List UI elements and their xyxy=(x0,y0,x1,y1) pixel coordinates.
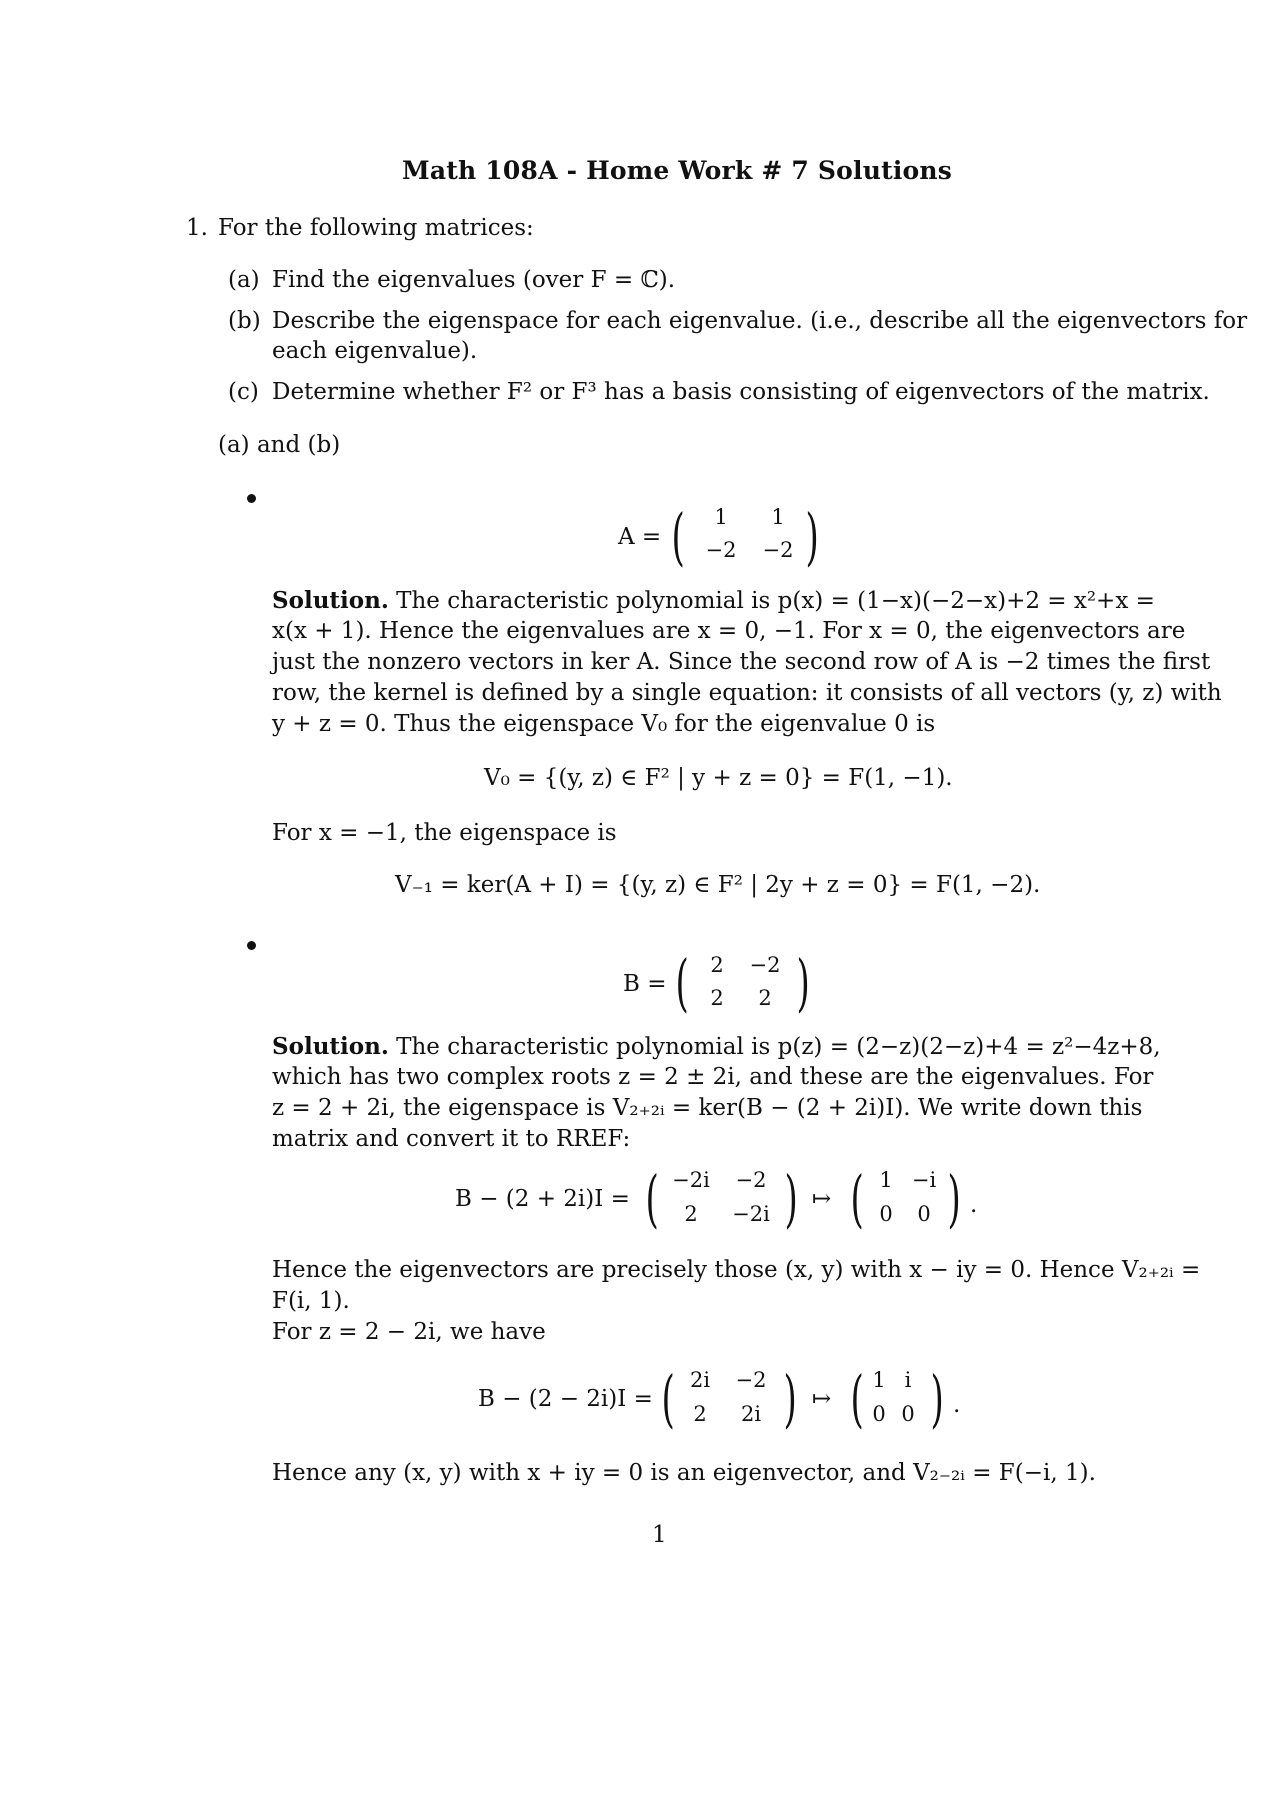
part-a-label: (a) xyxy=(228,267,260,293)
solution-a-line: x(x + 1). Hence the eigenvalues are x = 0, −1. For x = 0, the eigenvectors are xyxy=(272,618,1186,644)
matrix-b-cell: −2 xyxy=(749,953,781,977)
rref2-right-cell: 0 xyxy=(901,1402,915,1426)
right-paren: ) xyxy=(947,1162,961,1235)
after-rref1-line: Hence the eigenvectors are precisely those (x, y) with x − iy = 0. Hence V₂₊₂ᵢ = xyxy=(272,1257,1201,1283)
rref1-left-cell: 2 xyxy=(684,1202,698,1226)
solution-a-line: row, the kernel is defined by a single equation: it consists of all vectors (y, z) with xyxy=(272,680,1222,706)
rref2-right-cell: 0 xyxy=(872,1402,886,1426)
for-second-eigenvalue: For z = 2 − 2i, we have xyxy=(272,1319,546,1345)
rref2-left-cell: 2 xyxy=(693,1402,707,1426)
matrix-a-cell: −2 xyxy=(762,538,794,562)
rref1-right-cell: −i xyxy=(911,1168,937,1192)
solution-a-line: y + z = 0. Thus the eigenspace V₀ for the eigenvalue 0 is xyxy=(272,711,936,737)
period: . xyxy=(970,1192,978,1218)
maps-to-arrow: ↦ xyxy=(812,1386,832,1412)
right-paren: ) xyxy=(805,500,819,573)
equation-v0: V₀ = {(y, z) ∈ F² | y + z = 0} = F(1, −1). xyxy=(484,765,953,791)
problem-number: 1. xyxy=(186,215,208,241)
solution-b-line: z = 2 + 2i, the eigenspace is V₂₊₂ᵢ = ker(B − (2 + 2i)I). We write down this xyxy=(272,1095,1143,1121)
part-c-label: (c) xyxy=(228,379,259,405)
rref2-left-cell: 2i xyxy=(689,1368,711,1392)
left-paren: ( xyxy=(645,1162,659,1235)
rref1-right-cell: 0 xyxy=(879,1202,893,1226)
bullet xyxy=(247,494,256,503)
problem-intro: For the following matrices: xyxy=(218,215,534,241)
period: . xyxy=(953,1392,961,1418)
matrix-a-cell: 1 xyxy=(714,505,728,529)
matrix-b-cell: 2 xyxy=(710,986,724,1010)
matrix-b-cell: 2 xyxy=(758,986,772,1010)
part-b-label: (b) xyxy=(228,308,261,334)
left-paren: ( xyxy=(675,946,689,1019)
matrix-a-lhs: A = xyxy=(618,524,662,550)
maps-to-arrow: ↦ xyxy=(812,1186,832,1212)
left-paren: ( xyxy=(850,1362,864,1435)
matrix-b-cell: 2 xyxy=(710,953,724,977)
conclusion: Hence any (x, y) with x + iy = 0 is an eigenvector, and V₂₋₂ᵢ = F(−i, 1). xyxy=(272,1460,1096,1486)
part-a-text: Find the eigenvalues (over F = ℂ). xyxy=(272,267,676,293)
rref1-lhs: B − (2 + 2i)I = xyxy=(455,1186,630,1212)
page-number: 1 xyxy=(652,1522,667,1548)
matrix-a-cell: −2 xyxy=(705,538,737,562)
right-paren: ) xyxy=(930,1362,944,1435)
right-paren: ) xyxy=(783,1362,797,1435)
solution-label: Solution. xyxy=(272,587,389,614)
part-c-text: Determine whether F² or F³ has a basis consisting of eigenvectors of the matrix. xyxy=(272,379,1210,405)
rref1-left-cell: −2i xyxy=(732,1202,770,1226)
after-rref1-line: F(i, 1). xyxy=(272,1288,350,1314)
right-paren: ) xyxy=(796,946,810,1019)
matrix-a-cell: 1 xyxy=(771,505,785,529)
rref2-right-cell: i xyxy=(904,1368,912,1392)
rref1-left-cell: −2 xyxy=(735,1168,767,1192)
for-minus-one: For x = −1, the eigenspace is xyxy=(272,820,617,846)
page-title: Math 108A - Home Work # 7 Solutions xyxy=(402,156,953,185)
part-b-text: Describe the eigenspace for each eigenvalue. (i.e., describe all the eigenvectors for xyxy=(272,308,1248,334)
rref1-left-cell: −2i xyxy=(672,1168,710,1192)
rref2-lhs: B − (2 − 2i)I = xyxy=(478,1386,653,1412)
left-paren: ( xyxy=(661,1362,675,1435)
left-paren: ( xyxy=(850,1162,864,1235)
solution-a-line: The characteristic polynomial is p(x) = (1−x)(−2−x)+2 = x²+x = xyxy=(396,588,1155,614)
rref1-right-cell: 1 xyxy=(879,1168,893,1192)
matrix-b-lhs: B = xyxy=(623,971,667,997)
rref1-right-cell: 0 xyxy=(917,1202,931,1226)
solution-a-line: just the nonzero vectors in ker A. Since the second row of A is −2 times the first xyxy=(272,649,1211,675)
rref2-left-cell: 2i xyxy=(740,1402,762,1426)
solution-b-line: matrix and convert it to RREF: xyxy=(272,1126,631,1152)
right-paren: ) xyxy=(784,1162,798,1235)
bullet xyxy=(247,941,256,950)
rref2-right-cell: 1 xyxy=(872,1368,886,1392)
rref2-left-cell: −2 xyxy=(735,1368,767,1392)
left-paren: ( xyxy=(671,500,685,573)
part-b-text-cont: each eigenvalue). xyxy=(272,338,478,364)
section-label: (a) and (b) xyxy=(218,432,341,458)
equation-v-minus-1: V₋₁ = ker(A + I) = {(y, z) ∈ F² | 2y + z = 0} = F(1, −2). xyxy=(395,872,1041,898)
solution-b-line: The characteristic polynomial is p(z) = (2−z)(2−z)+4 = z²−4z+8, xyxy=(396,1034,1161,1060)
solution-label: Solution. xyxy=(272,1033,389,1060)
solution-b-line: which has two complex roots z = 2 ± 2i, and these are the eigenvalues. For xyxy=(272,1064,1154,1090)
